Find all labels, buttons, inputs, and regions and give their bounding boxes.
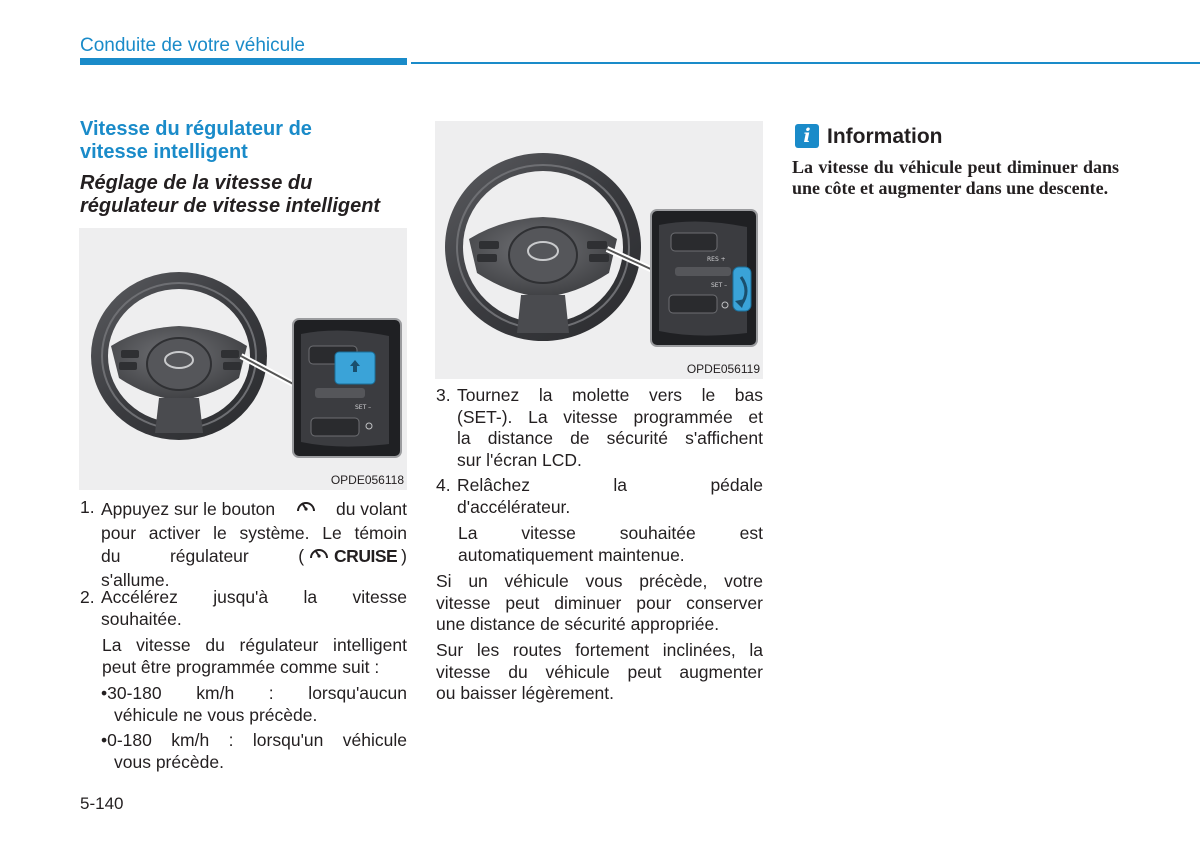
figure-steering-wheel-1 — [79, 228, 407, 490]
step-number: 3. — [436, 385, 451, 405]
step-3: 3. Tournez la molette vers le bas (SET-). La vitesse programmée et la distance de sécurité s'affichent sur l'écran LCD. — [436, 385, 763, 470]
step-number: 2. — [80, 587, 95, 607]
step-number: 1. — [80, 497, 95, 517]
figure-code: OPDE056119 — [686, 362, 760, 376]
cruise-indicator-label: CRUISE — [334, 546, 398, 566]
info-title: Information — [827, 125, 943, 148]
step-2-detail: La vitesse du régulateur intelligent peut être programmée comme suit : — [102, 635, 407, 677]
running-header: Conduite de votre véhicule — [80, 35, 305, 56]
cruise-indicator-icon — [308, 544, 330, 570]
set-label: SET – — [355, 404, 372, 411]
page-number: 5-140 — [80, 794, 124, 813]
paragraph: Sur les routes fortement inclinées, la vitesse du véhicule peut augmenter ou baisser légèrement. — [436, 640, 763, 703]
set-label: SET – — [711, 282, 728, 289]
steering-wheel-illustration — [79, 228, 407, 490]
section-title: Vitesse du régulateur de vitesse intelligent — [80, 118, 312, 163]
bullet-item: •0-180 km/h : lorsqu'un véhicule vous précède. — [101, 730, 407, 772]
step-4: 4. Relâchez la pédale d'accélérateur. — [436, 475, 763, 517]
cruise-control-speedometer-icon — [295, 497, 317, 523]
header-bar-thick — [80, 58, 407, 65]
step-1-line-3: du régulateur ( CRUISE ) — [101, 544, 407, 570]
step-2: 2. Accélérez jusqu'à la vitesse souhaitée. — [80, 587, 407, 629]
step-1-line: Appuyez sur le bouton du volant — [101, 497, 407, 523]
figure-code: OPDE056118 — [330, 473, 404, 487]
info-icon: i — [795, 124, 819, 148]
header-bar-thin — [411, 62, 1200, 64]
step-4-detail: La vitesse souhaitée est automatiquement maintenue. — [458, 523, 763, 565]
bullet-item: •30-180 km/h : lorsqu'aucun véhicule ne vous précède. — [101, 683, 407, 725]
res-label: RES + — [707, 256, 726, 263]
figure-steering-wheel-2 — [435, 121, 763, 379]
steering-wheel-illustration-2 — [435, 121, 763, 379]
paragraph: Si un véhicule vous précède, votre vitesse peut diminuer pour conserver une distance de sécurité appropriée. — [436, 571, 763, 634]
step-1: 1. Appuyez sur le bouton du volant pour activer le système. Le témoin du régulateur ( CRUISE ) s'allume. — [80, 497, 407, 590]
subsection-title: Réglage de la vitesse du régulateur de vitesse intelligent — [80, 172, 381, 217]
step-number: 4. — [436, 475, 451, 495]
info-text: La vitesse du véhicule peut diminuer dans une côte et augmenter dans une descente. — [792, 157, 1119, 198]
